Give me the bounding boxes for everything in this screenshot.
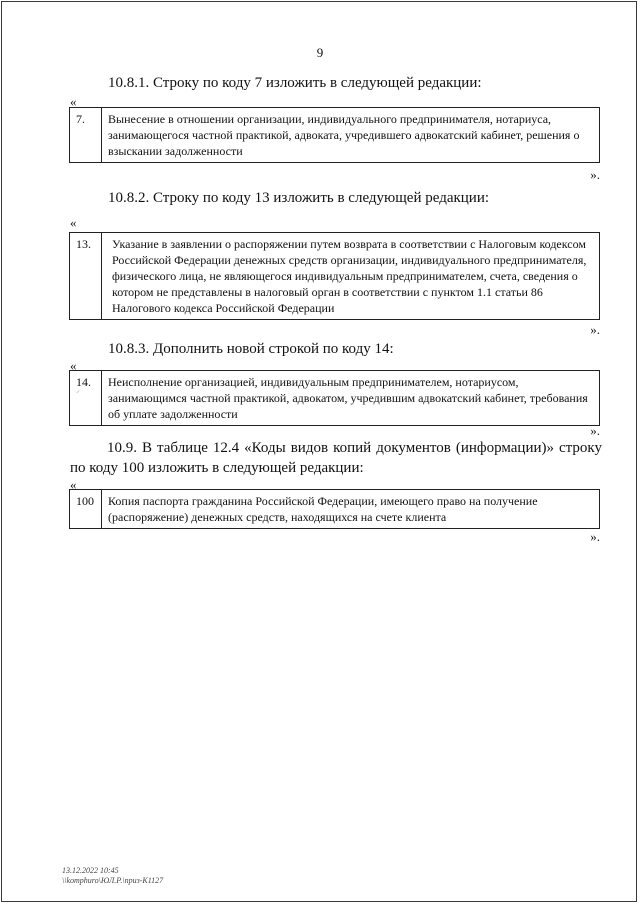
heading-10-8-1: 10.8.1. Строку по коду 7 изложить в следующей редакции: (108, 75, 482, 91)
open-quote: « (70, 215, 77, 230)
table-row (70, 108, 600, 163)
row-text: Указание в заявлении о распоряжении путем возврата в соответствии с Налоговым кодексом Российской Федерации денежных средств организации, индивидуального предпринимателя, физического лица, не являющегося индивидуальным предпринимателем, счета, сведения о котором не представлены в налоговый орган в соответствии с пунктом 1.1 статьи 86 Налогового кодекса Российской Федерации (102, 233, 600, 320)
close-quote: ». (590, 167, 600, 182)
row-text: Копия паспорта гражданина Российской Федерации, имеющего право на получение (распоряжение) денежных средств, находящихся на счете клиента (102, 490, 600, 529)
row-text: Неисполнение организацией, индивидуальным предпринимателем, нотариусом, занимающимся частной практикой, адвокатом, учредившим адвокатский кабинет, требования об уплате задолженности (102, 371, 600, 426)
row-code-text: 14. (76, 375, 91, 389)
row-table-code-13 (69, 232, 600, 320)
row-code: 100 (70, 490, 102, 529)
footer (62, 866, 163, 886)
heading-10-8-2: 10.8.2. Строку по коду 13 изложить в следующей редакции: (108, 190, 490, 206)
close-quote: ». (590, 423, 600, 438)
row-table-code-100 (69, 489, 600, 529)
table-row (70, 233, 600, 320)
open-quote: « (70, 94, 77, 109)
row-code: 7. (70, 108, 102, 163)
row-table-code-7 (69, 107, 600, 163)
page-number: 9 (316, 45, 324, 60)
row-code (70, 371, 102, 426)
heading-10-9 (70, 438, 602, 478)
footer-path: \\komphuro\ЮЛ.Р.\приз-К1127 (62, 876, 164, 885)
footer-date: 13.12.2022 10:45 (62, 866, 119, 875)
heading-10-9-text: 10.9. В таблице 12.4 «Коды видов копий документов (информации)» строку по коду 100 изложить в следующей редакции: (70, 440, 602, 476)
open-quote: « (70, 477, 77, 492)
close-quote: ». (590, 529, 600, 544)
table-row (70, 371, 600, 426)
row-text: Вынесение в отношении организации, индивидуального предпринимателя, нотариуса, занимающегося частной практикой, адвоката, учредившего адвокатский кабинет, решения о взыскании задолженности (102, 108, 600, 163)
pen-mark: ⸍ (76, 389, 80, 398)
close-quote: ». (590, 322, 600, 337)
open-quote: « (70, 358, 77, 373)
row-table-code-14 (69, 370, 600, 426)
row-code: 13. (70, 233, 102, 320)
table-row (70, 490, 600, 529)
heading-10-8-3: 10.8.3. Дополнить новой строкой по коду 14: (108, 341, 394, 357)
